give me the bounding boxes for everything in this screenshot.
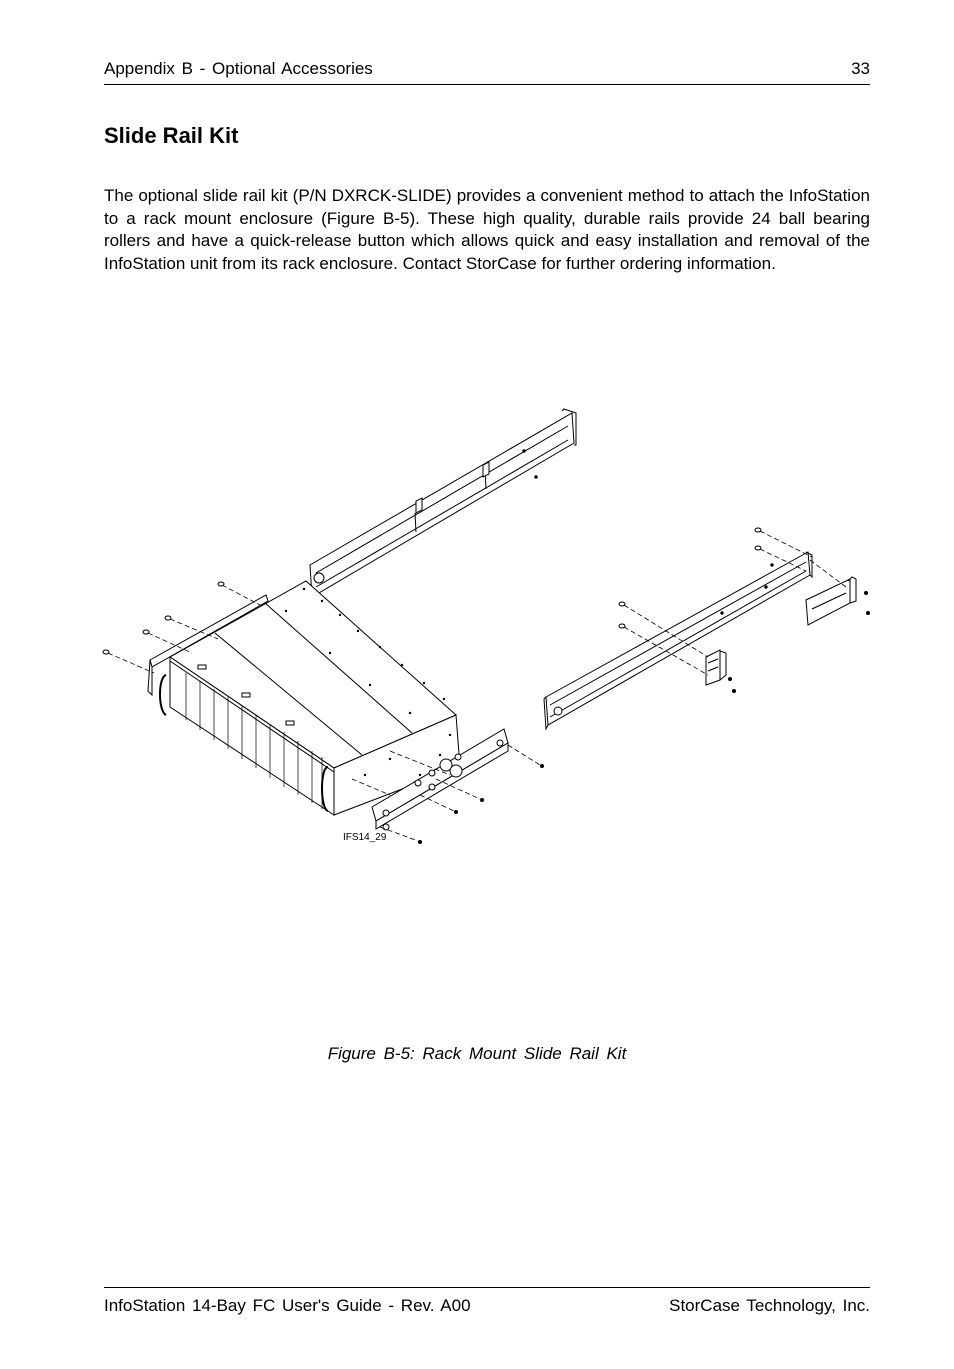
page-header [104,58,870,85]
section-title: Slide Rail Kit [104,123,239,148]
figure-caption: Figure B-5: Rack Mount Slide Rail Kit [327,1044,627,1063]
rail-end-bracket-front [706,650,726,685]
page-footer [104,1287,870,1318]
section-body-paragraph: The optional slide rail kit (P/N DXRCK-SLIDE) provides a convenient method to attach the InfoStation to a rack mount enclosure (Figure B-5). These high quality, durable rails provide 24 ball bearing rollers and have a quick-release button which allows quick and easy installation and removal of the InfoStation unit from its rack enclosure. Contact StorCase for further ordering information. [104,186,870,273]
footer-document-title: InfoStation 14-Bay FC User's Guide - Rev. A00 [104,1296,471,1315]
slide-rail-kit-illustration [90,395,890,855]
figure-id-label: IFS14_29 [343,832,387,843]
header-page-number: 33 [851,59,870,78]
upper-slide-rail [310,409,576,597]
rail-end-bracket-rear [806,577,856,625]
lower-slide-rail [544,552,812,729]
infostation-enclosure [160,581,460,815]
header-title: Appendix B - Optional Accessories [104,59,373,78]
footer-company: StorCase Technology, Inc. [669,1296,870,1315]
